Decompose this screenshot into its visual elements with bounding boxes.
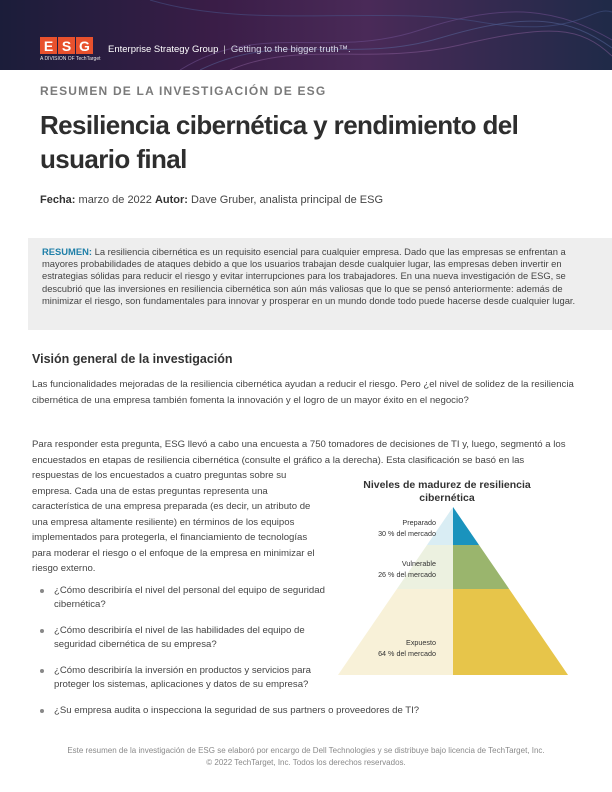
level-share: 26 % del mercado <box>378 570 436 579</box>
logo-letter-g: G <box>76 37 93 54</box>
pyramid-tier-vulnerable <box>453 545 509 589</box>
summary-box <box>28 238 612 330</box>
logo-letter-e: E <box>40 37 57 54</box>
footer-line-1: Este resumen de la investigación de ESG se elaboró por encargo de Dell Technologies y se distribuye bajo licencia de TechTarget, Inc. <box>67 746 545 755</box>
level-name: Preparado <box>402 518 436 527</box>
date-label: Fecha: <box>40 194 76 206</box>
level-name: Expuesto <box>406 638 436 647</box>
section-heading: Visión general de la investigación <box>32 352 233 366</box>
brand-name: Enterprise Strategy Group <box>108 44 219 55</box>
date-value: marzo de 2022 <box>78 194 152 206</box>
overview-paragraph-1: Las funcionalidades mejoradas de la resiliencia cibernética ayudan a reducir el riesgo. Pero ¿el nivel de solidez de la resiliencia cibernética de una empresa también fomenta la innovación y el logro de un mayor éxito en el negocio? <box>32 379 574 406</box>
brand-separator: | <box>223 44 226 55</box>
level-share: 30 % del mercado <box>378 529 436 538</box>
esg-logo[interactable] <box>40 37 94 54</box>
pyramid-label-preparado <box>378 517 436 539</box>
summary-text: La resiliencia cibernética es un requisito esencial para cualquier empresa. Dado que las empresas se enfrentan a mayores probabilidades de ataques debido a que los usuarios trabajan desde cualquier lugar, las empresas deben invertir en estrategias sólidas para reducir el riesgo y evitar interrupciones para los trabajadores. En una nueva investigación de ESG, se descubrió que las inversiones en resiliencia cibernética son aún más valiosas que lo que se pensó anteriormente: además de minimizar el riesgo, son fundamentales para innovar y prosperar en un mundo donde todo puede hacerse desde cualquier lugar. <box>42 246 576 306</box>
level-name: Vulnerable <box>401 559 436 568</box>
overview-paragraph-2: Para responder esta pregunta, ESG llevó a cabo una encuesta a 750 tomadores de decisiones de TI y, luego, segmentó a los encuestados en etapas de resiliencia cibernética (consulte el gráfico a la derecha). Esta clasificación se basó en las <box>32 439 566 466</box>
pyramid-tier-preparado <box>453 507 479 545</box>
footer <box>0 745 612 769</box>
pyramid-label-expuesto <box>378 637 436 659</box>
figure-title: Niveles de madurez de resiliencia cibernética <box>363 479 531 504</box>
overview-paragraph-3: respuestas de los encuestados a cuatro preguntas sobre su empresa. Cada una de estas preguntas representa una característica de una empresa preparada (es decir, un atributo de una empresa altamente resiliente) en términos de los equipos implementados para protegerla, el financiamiento de tecnologías para moderar el riesgo o el enfoque de la empresa en minimizar el riesgo externo. <box>32 470 315 574</box>
list-item: ¿Cómo describiría la inversión en productos y servicios para proteger los sistemas, aplicaciones y datos de su empresa? <box>32 664 332 691</box>
pyramid-label-vulnerable <box>378 558 436 580</box>
brand-tagline: Getting to the bigger truth™. <box>230 44 351 55</box>
footer-line-2: © 2022 TechTarget, Inc. Todos los derechos reservados. <box>206 758 406 767</box>
brand-line <box>108 44 351 55</box>
summary-lead: RESUMEN: <box>42 246 93 257</box>
author-value: Dave Gruber, analista principal de ESG <box>191 194 384 206</box>
document-eyebrow: RESUMEN DE LA INVESTIGACIÓN DE ESG <box>40 84 327 98</box>
level-share: 64 % del mercado <box>378 649 436 658</box>
document-title: Resiliencia cibernética y rendimiento del usuario final <box>40 110 519 174</box>
logo-letter-s: S <box>58 37 75 54</box>
pyramid-tier-expuesto <box>453 589 568 675</box>
list-item: ¿Cómo describiría el nivel del personal del equipo de seguridad cibernética? <box>32 584 332 611</box>
maturity-pyramid <box>336 505 576 680</box>
list-item: ¿Su empresa audita o inspecciona la seguridad de sus partners o proveedores de TI? <box>32 704 492 718</box>
author-label: Autor: <box>154 194 188 206</box>
header-banner <box>0 0 612 70</box>
list-item: ¿Cómo describiría el nivel de las habilidades del equipo de seguridad cibernética de su empresa? <box>32 624 332 651</box>
logo-subtext: A DIVISION OF TechTarget <box>40 56 101 62</box>
document-meta <box>40 194 383 206</box>
